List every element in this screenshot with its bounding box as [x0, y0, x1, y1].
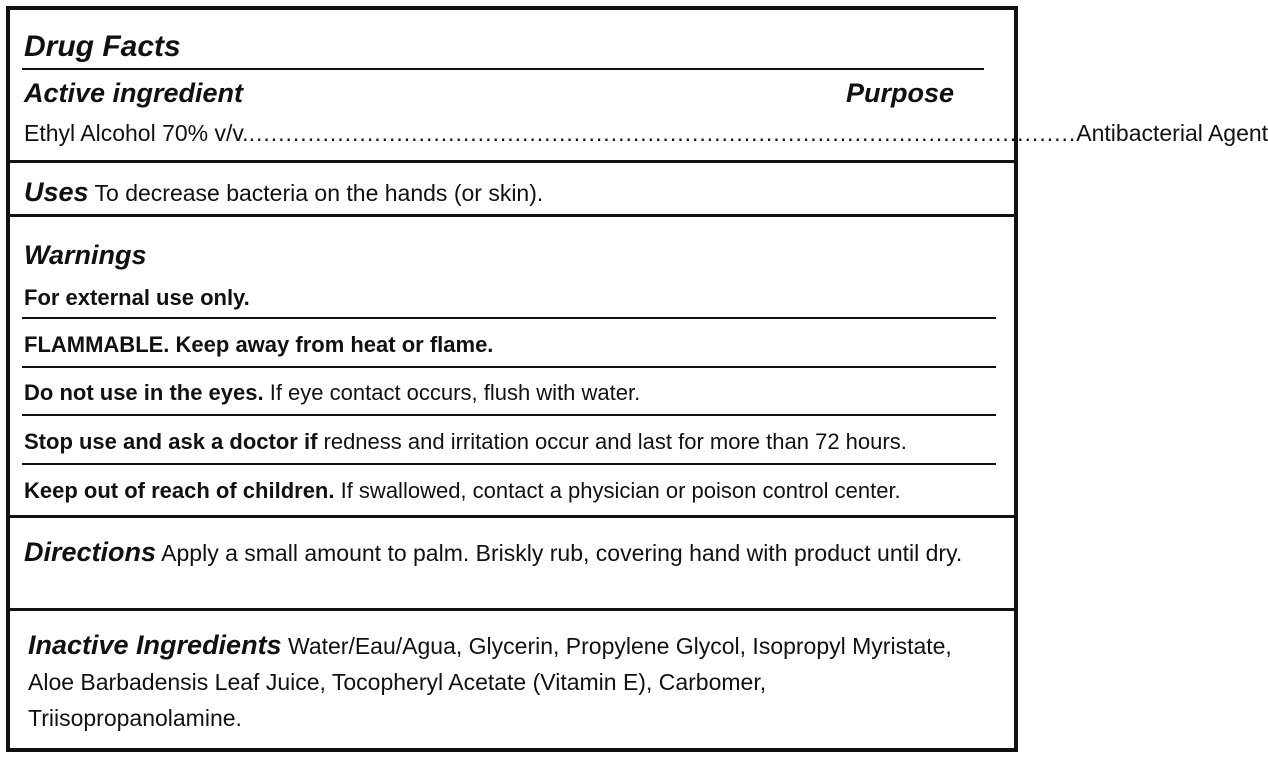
directions-heading: Directions — [24, 537, 157, 567]
active-ingredient-heading: Active ingredient — [24, 78, 244, 108]
warning-children — [24, 477, 1000, 505]
directions-section — [24, 534, 974, 571]
directions-text: Apply a small amount to palm. Briskly rub, covering hand with product until dry. — [156, 540, 963, 566]
warning-rule-3 — [22, 414, 996, 416]
warning-external: For external use only. — [24, 285, 250, 310]
warning-eyes — [24, 379, 1000, 407]
inactive-text: Water/Eau/Agua, Glycerin, Propylene Glycol, Isopropyl Myristate, Aloe Barbadensis Leaf Juice, Tocopheryl Acetate (Vitamin E), Carbomer, Triisopropanolamine. — [28, 633, 952, 731]
warning-children-text: If swallowed, contact a physician or poison control center. — [334, 478, 901, 503]
section-rule-directions — [10, 515, 1014, 518]
drug-facts-title: Drug Facts — [24, 30, 181, 63]
warning-eyes-bold: Do not use in the eyes. — [24, 380, 264, 405]
ingredient-purpose: Antibacterial Agent — [1076, 120, 1268, 146]
warning-eyes-text: If eye contact occurs, flush with water. — [263, 380, 641, 405]
warning-doctor — [24, 428, 1000, 456]
warning-doctor-bold: Stop use and ask a doctor if — [24, 429, 318, 454]
ingredient-name: Ethyl Alcohol 70% v/v. — [24, 120, 249, 146]
warning-rule-4 — [22, 463, 996, 465]
warning-flammable: FLAMMABLE. Keep away from heat or flame. — [24, 332, 494, 357]
warning-rule-2 — [22, 366, 996, 368]
warning-rule-1 — [22, 317, 996, 319]
section-rule-warnings — [10, 214, 1014, 217]
active-ingredient-row — [24, 118, 1268, 148]
purpose-heading: Purpose — [845, 78, 954, 108]
section-rule-inactive — [10, 608, 1014, 611]
uses-section — [24, 177, 1000, 208]
warning-children-bold: Keep out of reach of children. — [24, 478, 335, 503]
warnings-heading: Warnings — [24, 240, 147, 270]
title-rule — [22, 68, 984, 70]
drug-facts-panel — [6, 6, 1268, 752]
inactive-heading: Inactive Ingredients — [28, 630, 282, 660]
warning-doctor-text: redness and irritation occur and last for more than 72 hours. — [317, 429, 907, 454]
section-rule-uses — [10, 160, 1014, 163]
uses-text: To decrease bacteria on the hands (or skin). — [88, 180, 544, 206]
dot-leader: ................................................................................................................ — [248, 120, 1077, 146]
uses-heading: Uses — [24, 177, 89, 207]
inactive-ingredients-section — [28, 627, 974, 736]
